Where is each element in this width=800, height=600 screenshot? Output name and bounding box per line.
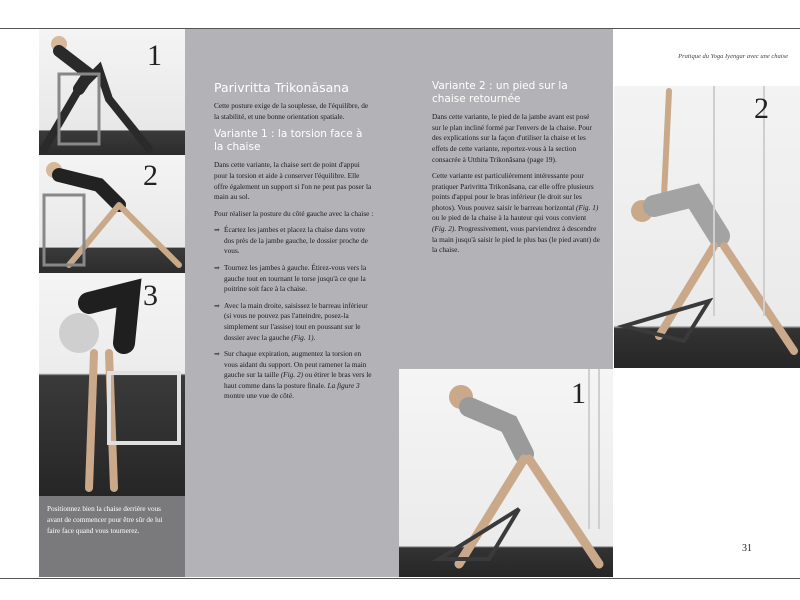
figure-reference: (Fig. 2) [280,370,304,380]
figure-reference: (Fig. 1) [576,202,599,212]
figure-reference: La figure 3 [327,380,360,390]
variant1-heading: Variante 1 : la torsion face à la chaise [214,128,363,154]
variant1-paragraph-1: Dans cette variante, la chaise sert de point d'appui pour la torsion et aide à conserver l'équilibre. Elle offre également un support si l'on ne peut pas poser la main au sol. [214,160,372,202]
bullet-item: ➡ Tournez les jambes à gauche. Étirez-vous vers la gauche tout en tournant le torse jusqu'à ce que la poitrine soit face à la chaise. [214,263,367,294]
photo-left-1 [39,29,185,155]
posture-title: Parivritta Trikonāsana [214,80,349,95]
figure-number: 2 [143,159,158,192]
figure-reference: (Fig. 2) [432,224,455,234]
figure-number: 2 [754,92,769,125]
variant2-paragraph-2: Cette variante est particulièrement intéressante pour pratiquer Parivritta Trikonāsana, car elle offre plusieurs points d'appui pour le bras inférieur (le droit sur les photos). Vous pouvez saisir le barreau horizontal (Fig. 1) ou le pied de la chaise à la hauteur qui vous convient (Fig. 2). Progressivement, vous parviendrez à descendre la main jusqu'à saisir le pied le plus bas (le pied avant) de la chaise. [432,171,600,255]
arrow-bullet-icon: ➡ [214,301,220,310]
variant1-paragraph-2: Pour réaliser la posture du côté gauche avec la chaise : [214,208,374,218]
yoga-figure-illustration [39,155,185,273]
figure-number: 3 [143,279,158,312]
left-caption: Positionnez bien la chaise derrière vous avant de commencer pour être sûr de lui faire face quand vous tournerez. [39,496,185,577]
text-column-right [432,80,600,262]
arrow-bullet-icon: ➡ [214,264,220,273]
photo-left-2 [39,155,185,273]
arrow-bullet-icon: ➡ [214,226,220,235]
arrow-bullet-icon: ➡ [214,350,220,359]
yoga-figure-illustration [614,86,800,368]
yoga-figure-illustration [39,29,185,155]
bottom-rule [0,578,800,579]
figure-number: 1 [147,39,162,72]
page-number: 31 [742,543,752,554]
photo-right-2 [614,86,800,368]
running-header: Pratique du Yoga Iyengar avec une chaise [678,53,788,60]
bullet-item: ➡ Avec la main droite, saisissez le barreau inférieur (si vous ne pouvez pas l'atteindre, posez-la simplement sur l'assise) tout en poussant sur le dossier avec la gauche (Fig. 1). [214,300,368,342]
text-column-left [214,80,374,408]
bullet-item: ➡ Sur chaque expiration, augmentez la torsion en vous aidant du support. On peut ramener la main gauche sur la taille (Fig. 2) ou étirer le bras vers le haut comme dans la posture finale. La figure 3 montre une vue de côté. [214,349,372,401]
photo-right-1 [399,369,613,577]
yoga-figure-illustration [39,273,185,496]
figure-number: 1 [571,377,586,410]
bullet-item: ➡ Écartez les jambes et placez la chaise dans votre dos près de la jambe gauche, le dossier proche de vous. [214,225,368,256]
variant2-heading: Variante 2 : un pied sur la chaise retournée [432,80,568,106]
figure-reference: (Fig. 1) [291,332,314,342]
intro-paragraph: Cette posture exige de la souplesse, de l'équilibre, de la stabilité, et une bonne orientation spatiale. [214,101,369,121]
variant2-paragraph-1: Dans cette variante, le pied de la jambe avant est posé sur le plan incliné formé par l'envers de la chaise. Pour des explications sur la façon d'utiliser la chaise et les effets de cette variante, reportez-vous à la section consacrée à Utthita Trikonāsana (page 19). [432,112,592,164]
photo-left-3 [39,273,185,496]
